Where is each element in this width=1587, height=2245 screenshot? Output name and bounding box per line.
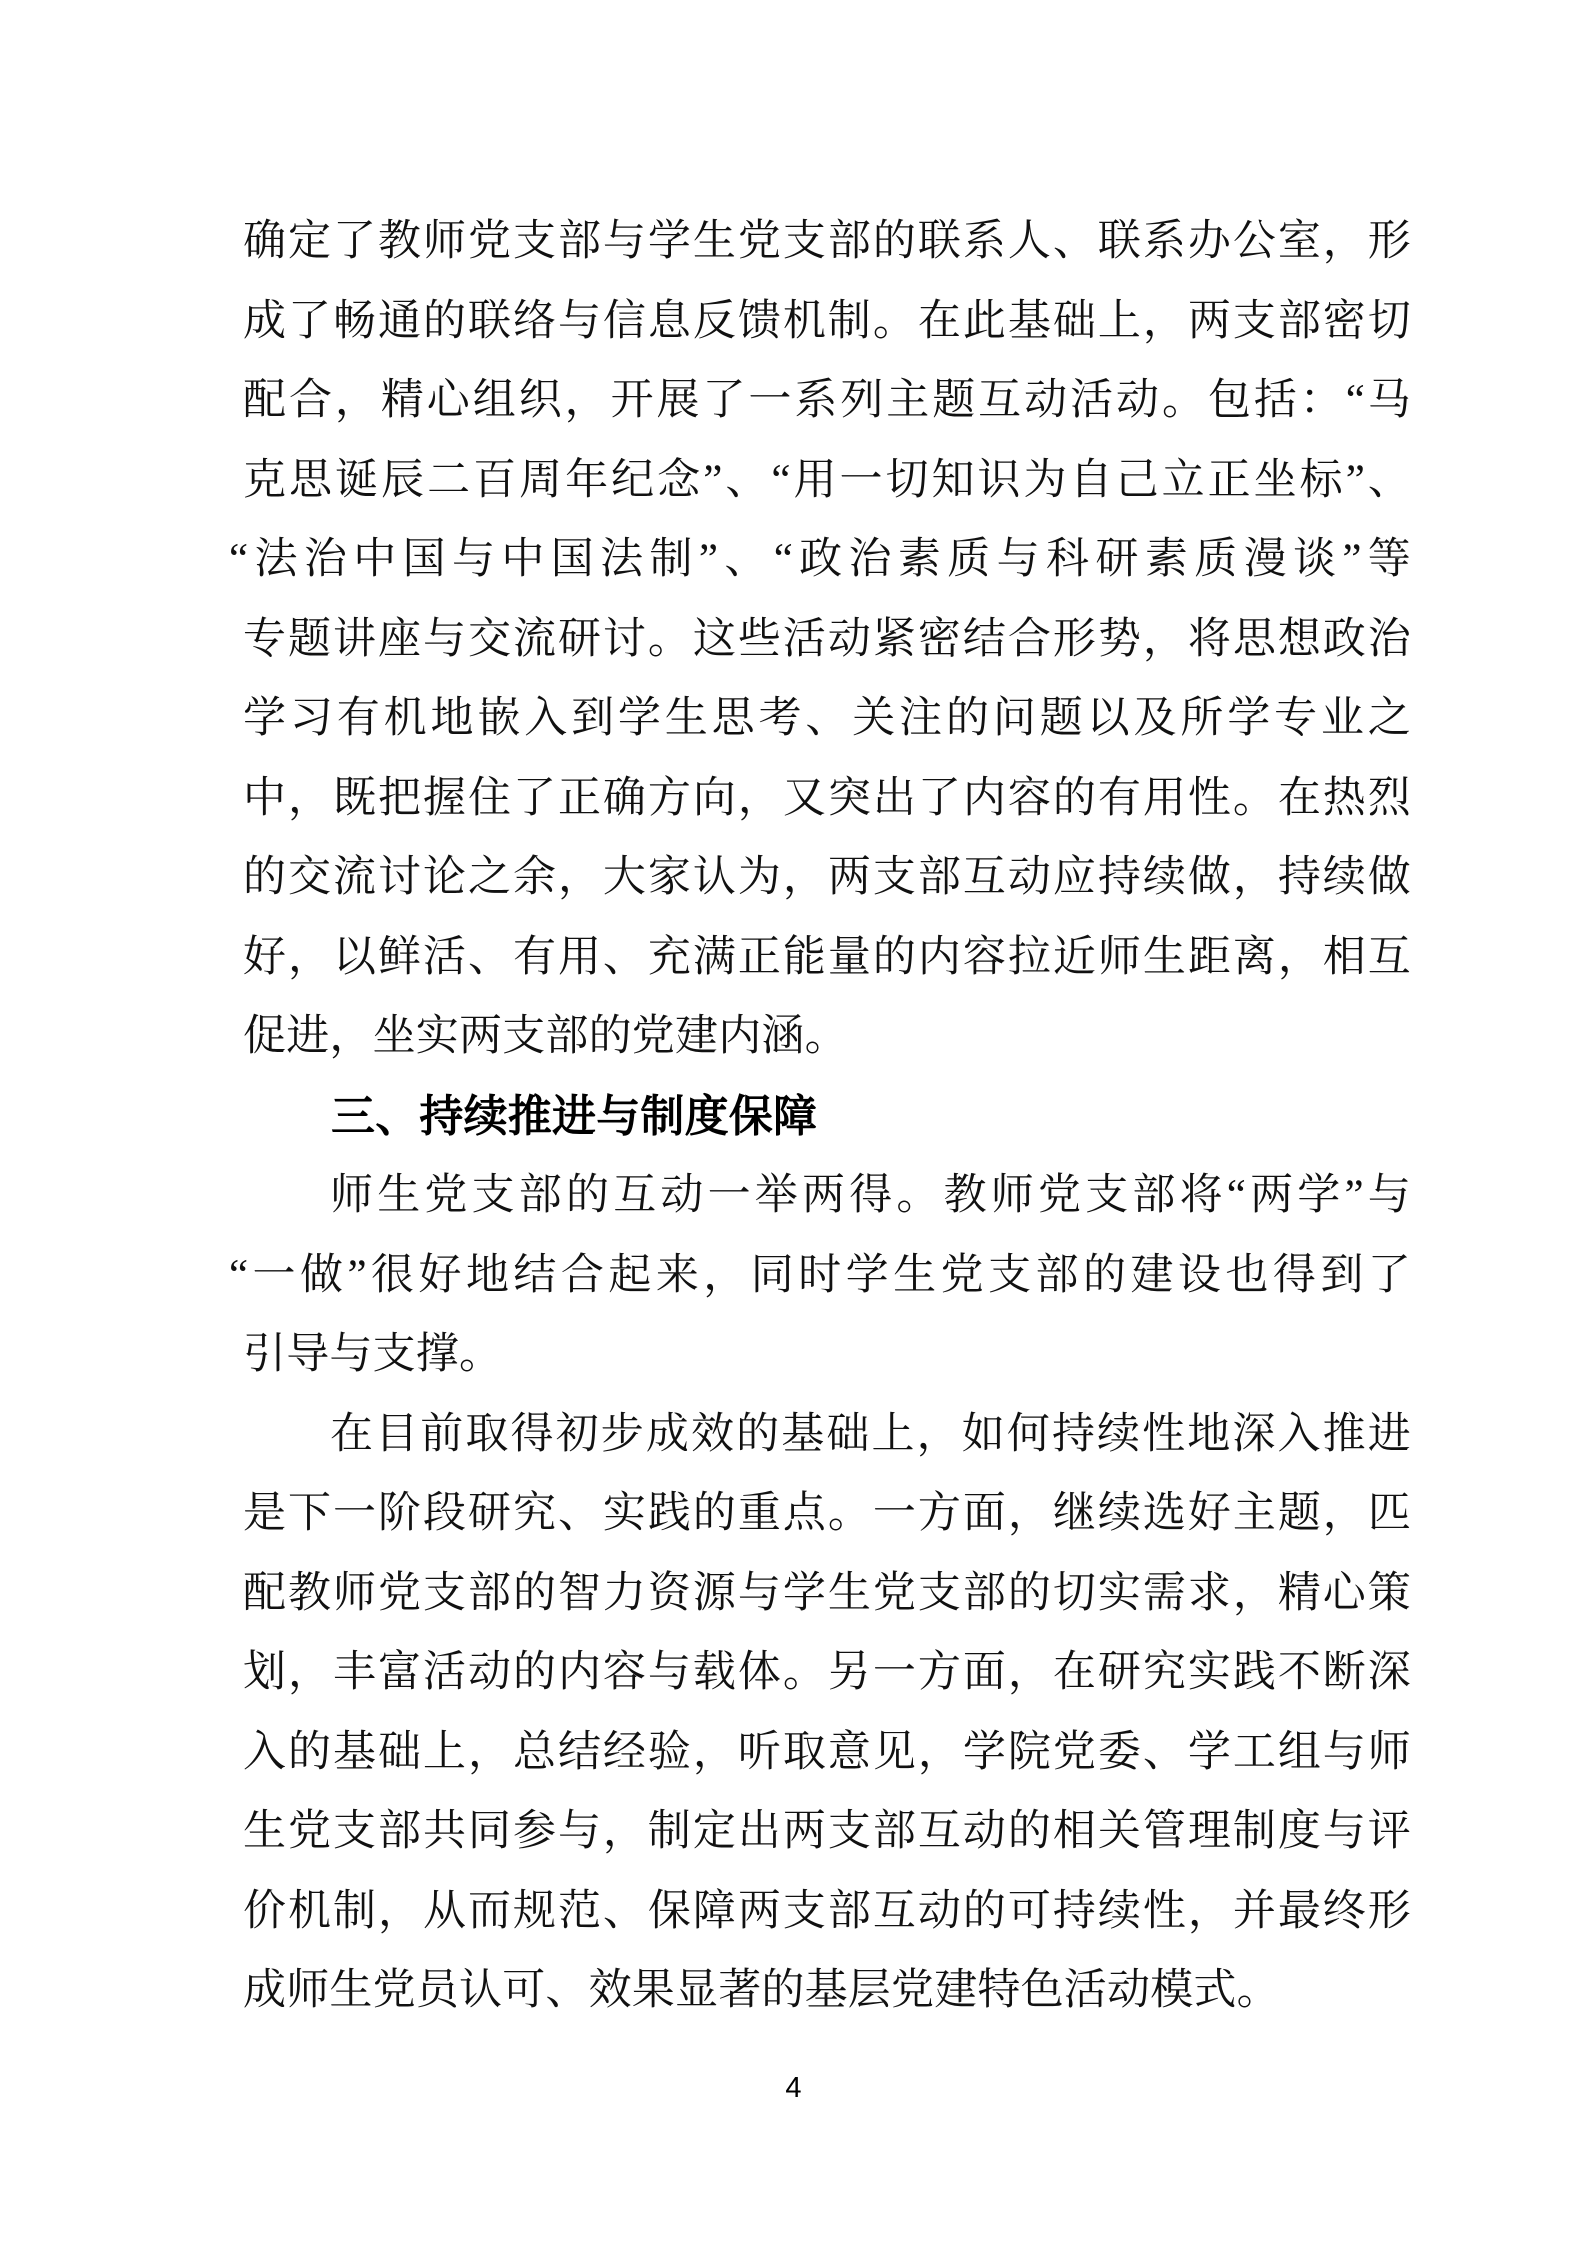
body-line: 好，以鲜活、有用、充满正能量的内容拉近师生距离，相互 xyxy=(243,933,1411,981)
body-line: 成师生党员认可、效果显著的基层党建特色活动模式。 xyxy=(243,1967,1280,2014)
body-line: 的交流讨论之余，大家认为，两支部互动应持续做，持续做 xyxy=(243,854,1411,901)
body-line: 入的基础上，总结经验，听取意见，学院党委、学工组与师 xyxy=(243,1728,1411,1776)
body-line: 在目前取得初步成效的基础上，如何持续性地深入推进 xyxy=(330,1410,1411,1458)
page-number: 4 xyxy=(785,2072,802,2104)
body-line: 价机制，从而规范、保障两支部互动的可持续性，并最终形 xyxy=(243,1887,1411,1935)
body-line: 是下一阶段研究、实践的重点。一方面，继续选好主题，匹 xyxy=(243,1490,1411,1537)
body-line: 专题讲座与交流研讨。这些活动紧密结合形势，将思想政治 xyxy=(243,615,1411,663)
body-line: 师生党支部的互动一举两得。教师党支部将“两学”与 xyxy=(330,1172,1411,1219)
body-line: 成了畅通的联络与信息反馈机制。在此基础上，两支部密切 xyxy=(243,297,1411,345)
section-heading: 三、持续推进与制度保障 xyxy=(331,1091,818,1141)
body-line: 引导与支撑。 xyxy=(243,1331,503,1378)
document-body xyxy=(229,202,1411,2031)
body-line: 中，既把握住了正确方向，又突出了内容的有用性。在热烈 xyxy=(243,774,1411,822)
body-line: 确定了教师党支部与学生党支部的联系人、联系办公室，形 xyxy=(243,218,1411,265)
body-line: 促进，坐实两支部的党建内涵。 xyxy=(243,1013,848,1060)
body-line: “法治中国与中国法制”、“政治素质与科研素质漫谈”等 xyxy=(229,536,1411,583)
body-line: “一做”很好地结合起来，同时学生党支部的建设也得到了 xyxy=(229,1251,1411,1299)
body-line: 生党支部共同参与，制定出两支部互动的相关管理制度与评 xyxy=(243,1808,1411,1855)
body-line: 划，丰富活动的内容与载体。另一方面，在研究实践不断深 xyxy=(243,1649,1411,1696)
body-line: 克思诞辰二百周年纪念”、“用一切知识为自己立正坐标”、 xyxy=(243,456,1411,504)
body-line: 配合，精心组织，开展了一系列主题互动活动。包括：“马 xyxy=(243,377,1411,424)
body-line: 学习有机地嵌入到学生思考、关注的问题以及所学专业之 xyxy=(243,695,1411,742)
body-line: 配教师党支部的智力资源与学生党支部的切实需求，精心策 xyxy=(243,1569,1411,1617)
